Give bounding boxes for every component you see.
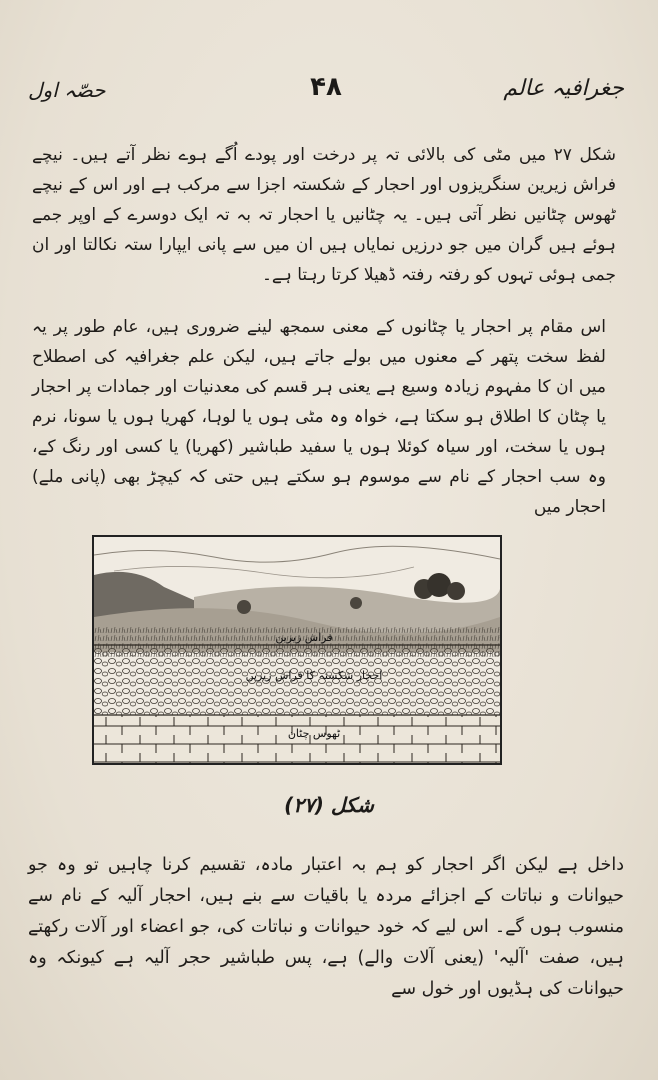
- running-title: جغرافیہ عالم: [503, 76, 624, 101]
- page-header: [28, 72, 624, 116]
- geological-illustration: [92, 535, 502, 765]
- paragraph-2-text: اس مقام پر احجار یا چٹانوں کے معنی سمجھ لینے ضروری ہیں، عام طور پر یہ لفظ سخت پتھر کے معنوں میں بولے جاتے ہیں، لیکن علم جغرافیہ کی اصطلاح میں ان کا مفہوم زیادہ وسیع ہے یعنی ہر قسم کی معدنیات اور جمادات پر احجار یا چٹان کا اطلاق ہو سکتا ہے، خواہ وہ مٹی ہوں یا لوہا، کھریا ہوں یا سونا، نرم ہوں یا سخت، اور سیاہ کوئلا ہوں یا سفید طباشیر (کھریا) یا کسی اور رنگ کے، وہ سب احجار کے نام سے موسوم ہو سکتے ہیں حتی کہ کیچڑ بھی (پانی ملے) احجار میں: [32, 317, 606, 517]
- label-rock: ٹھوس چٹان: [287, 727, 341, 740]
- figure-caption: شکل (۲۷): [284, 793, 374, 817]
- paragraph-2: [32, 312, 606, 517]
- label-gravel: احجار شکستہ کا فراش زیریں: [245, 669, 383, 682]
- label-soil: فراش زیرین: [275, 631, 333, 644]
- page-number: ۴۸: [310, 72, 342, 102]
- paragraph-3-text: داخل ہے لیکن اگر احجار کو ہم بہ اعتبار مادہ، تقسیم کرنا چاہیں تو وہ جو حیوانات و نباتات کے اجزائے مردہ یا باقیات سے بنے ہیں، احجار آلیہ کے نام سے منسوب ہوں گے۔ اس لیے کہ خود حیوانات و نباتات کی، جو اعضاء اور آلات رکھتے ہیں، صفت 'آلیہ' (یعنی آلات والے) ہے، پس طباشیر حجر آلیہ ہے کیونکہ وہ حیوانات کی ہڈیوں اور خول سے: [28, 855, 624, 999]
- paragraph-3: [28, 850, 624, 1040]
- paragraph-1: [32, 140, 616, 315]
- part-label: حصّہ اول: [28, 78, 106, 102]
- landscape-drawing: [94, 537, 500, 763]
- paragraph-1-text: شکل ۲۷ میں مٹی کی بالائی تہ پر درخت اور پودے اُگے ہوے نظر آتے ہیں۔ نیچے فراش زیرین سنگریزوں اور احجار کے شکستہ اجزا سے مرکب ہے اور اس کے نیچے ٹھوس چٹانیں نظر آتی ہیں۔ یہ چٹانیں یا احجار تہ بہ تہ ایک دوسرے کے اوپر جمے ہوئے ہیں گران میں جو درزیں نمایاں ہیں ان میں سے پانی ایپارا ستہ نکالتا اور ان جمی ہوئی تہوں کو رفتہ رفتہ ڈھیلا کرتا رہتا ہے۔: [32, 145, 617, 285]
